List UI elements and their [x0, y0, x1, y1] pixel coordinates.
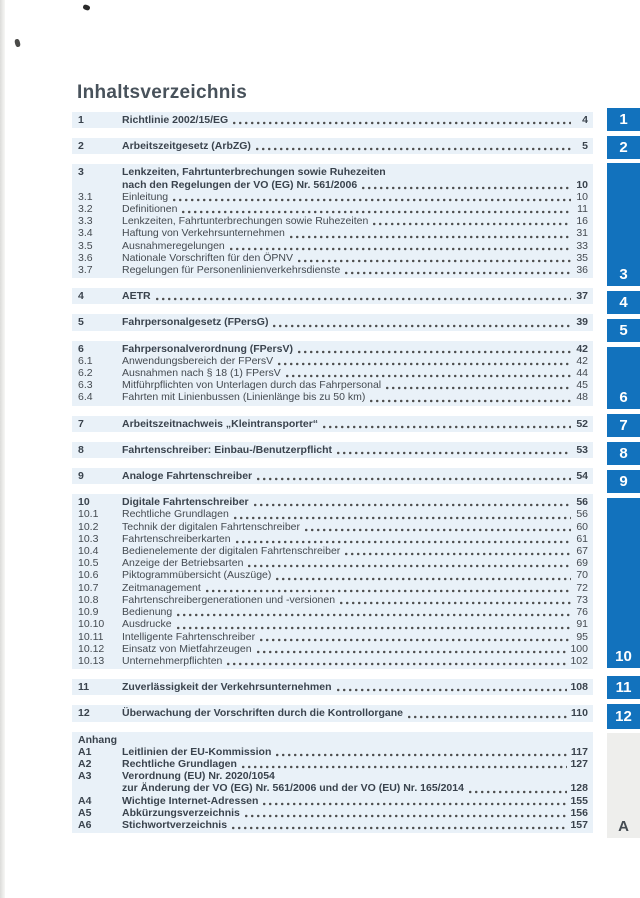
dot-leader: [254, 503, 571, 507]
toc-entry[interactable]: [78, 355, 588, 367]
entry-page-number: 56: [576, 508, 588, 521]
toc-entry[interactable]: [78, 418, 588, 430]
entry-number: A5: [78, 806, 92, 819]
entry-title: Technik der digitalen Fahrtenschreiber: [122, 520, 301, 533]
dot-leader: [234, 516, 571, 520]
chapter-tab-11[interactable]: [607, 676, 640, 699]
toc-entry[interactable]: [78, 316, 588, 328]
toc-section: [72, 164, 593, 278]
toc-entry[interactable]: [78, 379, 588, 391]
dot-leader: [305, 528, 571, 532]
entry-number: A6: [78, 818, 92, 831]
scan-speck: [82, 4, 90, 11]
dot-leader: [177, 626, 571, 630]
entry-number: 5: [78, 316, 84, 329]
toc-entry[interactable]: [78, 795, 588, 807]
entry-title: Wichtige Internet-Adressen: [122, 794, 259, 807]
entry-page-number: 127: [570, 757, 588, 770]
entry-title: Einleitung: [122, 190, 169, 203]
dot-leader: [345, 271, 571, 275]
dot-leader: [362, 186, 571, 190]
entry-title: Mitführpflichten von Unterlagen durch das Fahrpersonal: [122, 379, 382, 392]
chapter-tab-10[interactable]: [607, 498, 640, 668]
chapter-tab-label: 1: [619, 111, 628, 128]
toc-section: [72, 314, 593, 330]
entry-page-number: 61: [576, 532, 588, 545]
chapter-tab-9[interactable]: [607, 470, 640, 493]
entry-number: 6.4: [78, 391, 93, 404]
entry-title: Zeitmanagement: [122, 581, 201, 594]
entry-number: 3.6: [78, 251, 93, 264]
toc-entry-continuation[interactable]: [78, 179, 588, 191]
entry-title: Fahrtenschreibergenerationen und -versionen: [122, 593, 336, 606]
entry-title: Fahrten mit Linienbussen (Linienlänge bis zu 50 km): [122, 391, 366, 404]
entry-page-number: 117: [571, 745, 588, 758]
toc-entry[interactable]: [78, 643, 588, 655]
entry-page-number: 95: [576, 630, 588, 643]
dot-leader: [227, 662, 567, 666]
dot-leader: [323, 425, 571, 429]
dot-leader: [232, 826, 567, 830]
toc-entry[interactable]: [78, 618, 588, 630]
entry-number: 3.3: [78, 215, 93, 228]
entry-number: 10.10: [78, 618, 105, 631]
toc-entry[interactable]: [78, 290, 588, 302]
toc-entry[interactable]: [78, 264, 588, 276]
toc-entry[interactable]: [78, 521, 588, 533]
dot-leader: [206, 589, 571, 593]
entry-number: 10.8: [78, 593, 99, 606]
entry-number: 1: [78, 114, 84, 126]
chapter-tab-label: 5: [619, 322, 628, 339]
entry-number: 6: [78, 342, 84, 355]
entry-title: Einsatz von Mietfahrzeugen: [122, 642, 252, 655]
entry-title: Abkürzungsverzeichnis: [122, 806, 240, 819]
entry-number: 2: [78, 140, 84, 153]
chapter-tab-label: 12: [615, 708, 632, 725]
entry-page-number: 76: [576, 606, 588, 619]
chapter-tab-label: 6: [619, 389, 628, 406]
chapter-tab-2[interactable]: [607, 136, 640, 159]
entry-title: AETR: [122, 290, 151, 303]
toc-entry[interactable]: [78, 240, 588, 252]
entry-number: A4: [78, 794, 92, 807]
entry-page-number: 35: [576, 251, 588, 264]
chapter-tab-label: 7: [619, 417, 628, 434]
toc-entry[interactable]: [78, 496, 588, 508]
entry-title: Nationale Vorschriften für den ÖPNV: [122, 251, 294, 264]
dot-leader: [290, 235, 571, 239]
entry-number: 10.11: [78, 630, 104, 643]
chapter-tab-label: 4: [619, 294, 628, 311]
entry-number: 10.3: [78, 532, 99, 545]
entry-number: 11: [78, 681, 90, 694]
dot-leader: [469, 790, 568, 794]
toc-section: [72, 416, 593, 432]
toc-entry[interactable]: [78, 545, 588, 557]
toc-section-header: [78, 734, 588, 746]
dot-leader: [373, 222, 571, 226]
entry-page-number: 36: [576, 264, 588, 277]
entry-page-number: 128: [570, 782, 588, 795]
entry-page-number: 16: [576, 215, 588, 228]
toc-entry[interactable]: [78, 166, 588, 178]
entry-page-number: 37: [576, 290, 588, 303]
toc-entry[interactable]: [78, 227, 588, 239]
section-header-label: Anhang: [78, 733, 118, 746]
entry-title: Fahrpersonalgesetz (FPersG): [122, 316, 269, 329]
entry-title: Ausnahmeregelungen: [122, 239, 225, 252]
entry-page-number: 70: [576, 569, 588, 582]
page-title: Inhaltsverzeichnis: [77, 82, 248, 103]
toc-entry[interactable]: [78, 252, 588, 264]
entry-title: Zuverlässigkeit der Verkehrsunternehmen: [122, 681, 332, 694]
toc-entry[interactable]: [78, 367, 588, 379]
chapter-tab-8[interactable]: [607, 442, 640, 465]
chapter-tab-label: 3: [619, 266, 628, 283]
entry-number: 10.4: [78, 545, 99, 558]
toc-entry[interactable]: [78, 203, 588, 215]
entry-title: Leitlinien der EU-Kommission: [122, 745, 272, 758]
toc-entry[interactable]: [78, 114, 588, 126]
entry-title: Rechtliche Grundlagen: [122, 508, 229, 521]
toc-entry[interactable]: [78, 508, 588, 520]
entry-title: Unternehmerpflichten: [122, 654, 223, 667]
entry-title: Rechtliche Grundlagen: [122, 757, 237, 770]
chapter-tab-rail: [607, 0, 640, 898]
dot-leader: [242, 765, 568, 769]
entry-page-number: 10: [576, 178, 588, 191]
entry-number: 3: [78, 166, 84, 179]
dot-leader: [370, 399, 571, 403]
toc-entry[interactable]: [78, 819, 588, 831]
dot-leader: [263, 802, 567, 806]
chapter-tab-label: 2: [619, 139, 628, 156]
dot-leader: [182, 210, 571, 214]
entry-page-number: 52: [576, 417, 588, 430]
dot-leader: [230, 247, 571, 251]
toc-section: [72, 341, 593, 406]
entry-number: 6.1: [78, 354, 93, 367]
toc-entry[interactable]: [78, 681, 588, 693]
entry-number: 10.2: [78, 520, 99, 533]
entry-number: 3.2: [78, 203, 93, 216]
entry-number: 3.1: [78, 190, 93, 203]
entry-number: 10.13: [78, 654, 105, 667]
toc-entry[interactable]: [78, 746, 588, 758]
dot-leader: [345, 552, 571, 556]
entry-number: 4: [78, 290, 84, 303]
entry-title: Arbeitszeitgesetz (ArbZG): [122, 140, 251, 153]
chapter-tab-label: 11: [615, 679, 632, 696]
entry-title-line2: zur Änderung der VO (EG) Nr. 561/2006 und der VO (EU) Nr. 165/2014: [122, 782, 464, 795]
toc-entry[interactable]: [78, 582, 588, 594]
entry-title: Intelligente Fahrtenschreiber: [122, 630, 256, 643]
toc-entry[interactable]: [78, 807, 588, 819]
entry-title: Lenkzeiten, Fahrtunterbrechungen sowie Ruhezeiten: [122, 215, 369, 228]
entry-title: Richtlinie 2002/15/EG: [122, 114, 229, 126]
dot-leader: [337, 688, 568, 692]
entry-title: Haftung von Verkehrsunternehmen: [122, 227, 285, 240]
entry-title: Anzeige der Betriebsarten: [122, 557, 244, 570]
entry-page-number: 33: [576, 239, 588, 252]
toc-section: [72, 288, 593, 304]
entry-page-number: 73: [576, 593, 588, 606]
dot-leader: [276, 577, 571, 581]
entry-number: 8: [78, 443, 84, 456]
entry-number: 10.9: [78, 606, 99, 619]
dot-leader: [257, 477, 571, 481]
entry-title: Überwachung der Vorschriften durch die Kontrollorgane: [122, 707, 404, 720]
entry-number: 9: [78, 470, 84, 483]
dot-leader: [276, 753, 568, 757]
toc-entry[interactable]: [78, 470, 588, 482]
dot-leader: [340, 601, 571, 605]
dot-leader: [273, 324, 571, 328]
chapter-tab-4[interactable]: [607, 291, 640, 314]
scanned-page-edge: [0, 0, 5, 898]
dot-leader: [298, 350, 571, 354]
chapter-tab-label: A: [618, 818, 629, 835]
entry-title: Ausdrucke: [122, 618, 172, 631]
dot-leader: [248, 564, 571, 568]
toc-entry-continuation[interactable]: [78, 782, 588, 794]
toc-entry[interactable]: [78, 758, 588, 770]
entry-page-number: 31: [576, 227, 588, 240]
entry-title: Fahrtenschreiber: Einbau-/Benutzerpflicht: [122, 443, 333, 456]
toc-entry[interactable]: [78, 557, 588, 569]
toc-section: [72, 442, 593, 458]
dot-leader: [173, 198, 571, 202]
entry-page-number: 67: [576, 545, 588, 558]
table-of-contents: [72, 112, 593, 843]
entry-number: 10.12: [78, 642, 105, 655]
chapter-tab-label: 9: [619, 473, 628, 490]
dot-leader: [236, 540, 571, 544]
toc-entry[interactable]: [78, 770, 588, 782]
toc-entry[interactable]: [78, 140, 588, 152]
toc-entry[interactable]: [78, 707, 588, 719]
dot-leader: [286, 374, 571, 378]
toc-entry[interactable]: [78, 569, 588, 581]
toc-section: [72, 468, 593, 484]
entry-number: 7: [78, 417, 84, 430]
chapter-tab-3[interactable]: [607, 163, 640, 286]
entry-page-number: 42: [576, 342, 588, 355]
toc-section: [72, 732, 593, 834]
entry-page-number: 5: [582, 140, 588, 153]
toc-section: [72, 138, 593, 154]
dot-leader: [298, 259, 571, 263]
dot-leader: [386, 386, 571, 390]
entry-page-number: 110: [571, 707, 588, 720]
dot-leader: [156, 297, 571, 301]
entry-number: 10.5: [78, 557, 99, 570]
entry-page-number: 91: [576, 618, 588, 631]
entry-number: 3.4: [78, 227, 93, 240]
entry-number: A3: [78, 770, 92, 783]
dot-leader: [256, 147, 571, 151]
chapter-tab-label: 8: [619, 445, 628, 462]
entry-page-number: 69: [576, 557, 588, 570]
toc-entry[interactable]: [78, 444, 588, 456]
toc-section: [72, 112, 593, 128]
entry-page-number: 42: [576, 354, 588, 367]
entry-number: 10: [78, 496, 90, 509]
entry-page-number: 54: [576, 470, 588, 483]
toc-entry[interactable]: [78, 631, 588, 643]
chapter-tab-6[interactable]: [607, 347, 640, 409]
entry-page-number: 10: [576, 190, 588, 203]
dot-leader: [408, 715, 568, 719]
entry-title: Arbeitszeitnachweis „Kleintransporter“: [122, 417, 319, 430]
entry-number: 10.6: [78, 569, 99, 582]
entry-page-number: 45: [576, 379, 588, 392]
chapter-tab-5[interactable]: [607, 319, 640, 342]
entry-number: 10.1: [78, 508, 99, 521]
dot-leader: [233, 121, 571, 125]
scan-speck: [14, 38, 21, 47]
entry-title: Ausnahmen nach § 18 (1) FPersV: [122, 367, 281, 380]
entry-title: Piktogrammübersicht (Auszüge): [122, 569, 272, 582]
entry-title: Stichwortverzeichnis: [122, 818, 228, 831]
toc-entry[interactable]: [78, 343, 588, 355]
entry-page-number: 72: [576, 581, 588, 594]
entry-title: Definitionen: [122, 203, 178, 216]
toc-entry[interactable]: [78, 191, 588, 203]
entry-page-number: 48: [576, 391, 588, 404]
toc-entry[interactable]: [78, 594, 588, 606]
dot-leader: [337, 451, 571, 455]
entry-number: A2: [78, 757, 92, 770]
toc-entry[interactable]: [78, 533, 588, 545]
chapter-tab-12[interactable]: [607, 704, 640, 729]
entry-number: 6.2: [78, 367, 93, 380]
entry-title: Bedienelemente der digitalen Fahrtenschreiber: [122, 545, 341, 558]
entry-title: Anwendungsbereich der FPersV: [122, 354, 274, 367]
entry-page-number: 102: [570, 654, 588, 667]
entry-title-line2: nach den Regelungen der VO (EG) Nr. 561/2006: [122, 178, 358, 191]
dot-leader: [257, 650, 568, 654]
entry-title: Analoge Fahrtenschreiber: [122, 470, 253, 483]
entry-page-number: 100: [570, 642, 588, 655]
entry-number: 10.7: [78, 581, 99, 594]
entry-number: 6.3: [78, 379, 93, 392]
toc-entry[interactable]: [78, 215, 588, 227]
entry-number: 12: [78, 707, 90, 720]
entry-page-number: 44: [576, 367, 588, 380]
entry-page-number: 156: [570, 806, 588, 819]
entry-title: Verordnung (EU) Nr. 2020/1054: [122, 770, 275, 783]
toc-section: [72, 679, 593, 695]
entry-page-number: 60: [576, 520, 588, 533]
chapter-tab-7[interactable]: [607, 414, 640, 437]
toc-entry[interactable]: [78, 655, 588, 667]
entry-page-number: 108: [570, 681, 588, 694]
entry-page-number: 53: [576, 443, 588, 456]
dot-leader: [260, 638, 571, 642]
entry-number: A1: [78, 745, 92, 758]
chapter-tab-A[interactable]: [607, 733, 640, 838]
toc-entry[interactable]: [78, 391, 588, 403]
dot-leader: [177, 613, 571, 617]
entry-title: Lenkzeiten, Fahrtunterbrechungen sowie Ruhezeiten: [122, 166, 386, 179]
entry-page-number: 155: [570, 794, 588, 807]
entry-page-number: 56: [576, 496, 588, 509]
entry-title: Bedienung: [122, 606, 173, 619]
entry-title: Regelungen für Personenlinienverkehrsdienste: [122, 264, 341, 277]
dot-leader: [278, 362, 571, 366]
entry-page-number: 4: [582, 114, 588, 126]
entry-page-number: 39: [576, 316, 588, 329]
entry-page-number: 157: [570, 818, 588, 831]
entry-page-number: 11: [577, 203, 588, 216]
toc-section: [72, 705, 593, 721]
entry-title: Digitale Fahrtenschreiber: [122, 496, 249, 509]
dot-leader: [245, 814, 568, 818]
entry-number: 3.7: [78, 264, 93, 277]
toc-section: [72, 494, 593, 669]
chapter-tab-label: 10: [615, 648, 632, 665]
entry-title: Fahrtenschreiberkarten: [122, 532, 231, 545]
toc-entry[interactable]: [78, 606, 588, 618]
entry-title: Fahrpersonalverordnung (FPersV): [122, 342, 293, 355]
chapter-tab-1[interactable]: [607, 108, 640, 131]
entry-number: 3.5: [78, 239, 93, 252]
